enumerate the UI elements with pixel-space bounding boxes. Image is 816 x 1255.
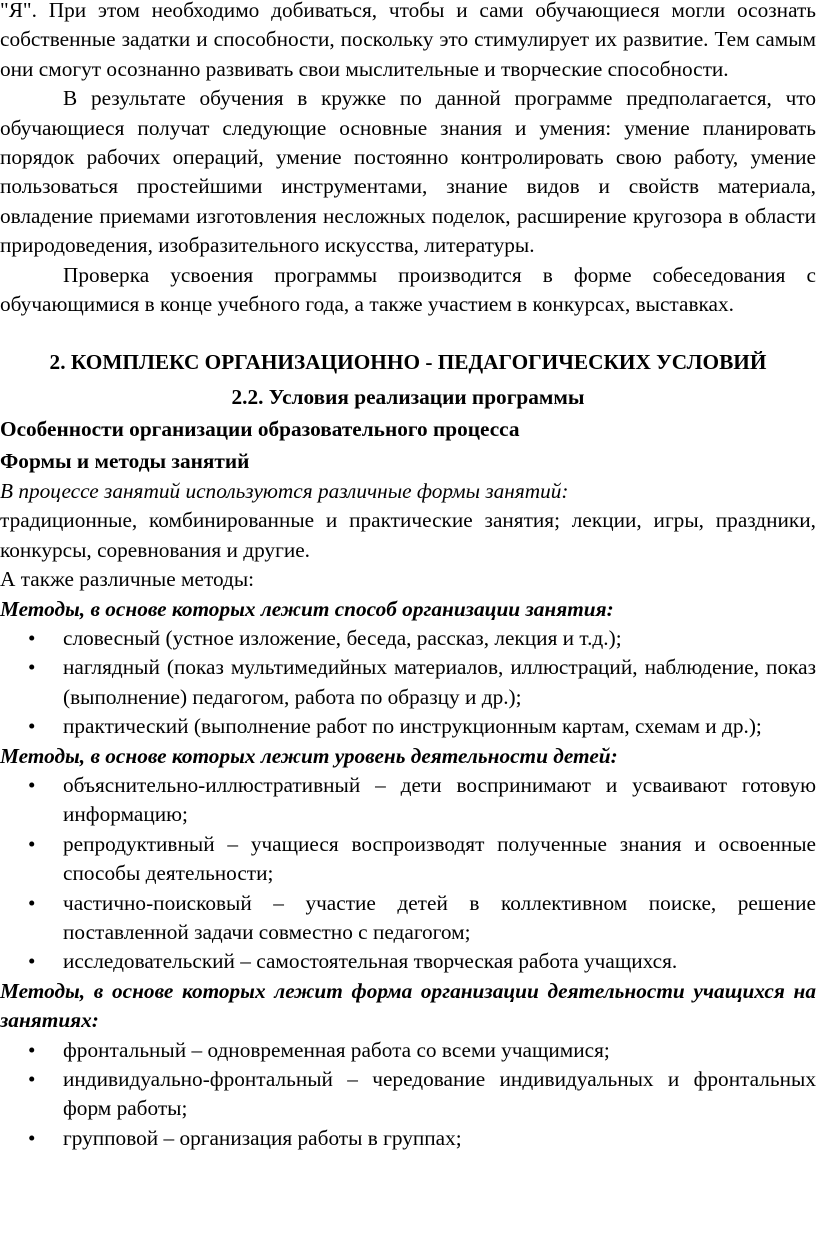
heading-forms-methods: Формы и методы занятий [0, 448, 250, 473]
bullet-icon: • [28, 831, 36, 856]
forms-text: традиционные, комбинированные и практические занятия; лекции, игры, праздники, конкурсы, соревнования и другие. [0, 508, 816, 562]
bullet-icon: • [28, 625, 36, 650]
bullet-icon: • [28, 772, 36, 797]
list-item: • частично-поисковый – участие детей в коллективном поиске, решение поставленной задачи совместно с педагогом; [28, 890, 816, 944]
list-item: • фронтальный – одновременная работа со всеми учащимися; [0, 1036, 816, 1065]
methods-list [0, 771, 816, 977]
methods-list [0, 624, 816, 742]
list-item: • индивидуально-фронтальный – чередование индивидуальных и фронтальных форм работы; [28, 1067, 816, 1121]
bullet-icon: • [28, 655, 36, 680]
bullet-icon: • [28, 949, 36, 974]
intro-paragraph-2: В результате обучения в кружке по данной программе предполагается, что обучающиеся получат следующие основные знания и умения: умение планировать порядок рабочих операций, умение постоянно контролировать свою работу, умение пользоваться простейшими инструментами, знание видов и свойств материала, овладение приемами изготовления несложных поделок, расширение кругозора в области природоведения, изобразительного искусства, литературы. [0, 86, 816, 258]
bullet-icon: • [28, 890, 36, 915]
methods-intro: А также различные методы: [0, 567, 255, 592]
methods-group-title: Методы, в основе которых лежит уровень деятельности детей: [0, 743, 618, 768]
list-item: • словесный (устное изложение, беседа, рассказ, лекция и т.д.); [0, 624, 816, 653]
list-item: • групповой – организация работы в группах; [0, 1124, 816, 1153]
intro-paragraph-3: Проверка усвоения программы производится в форме собеседования с обучающимися в конце учебного года, а также участием в конкурсах, выставках. [0, 262, 816, 317]
methods-group-title: Методы, в основе которых лежит форма организации деятельности учащихся на занятиях: [0, 978, 816, 1033]
bullet-icon: • [28, 714, 36, 739]
bullet-icon: • [28, 1067, 36, 1091]
heading-organization: Особенности организации образовательного процесса [0, 416, 520, 441]
intro-paragraph-1: "Я". При этом необходимо добиваться, чтобы и сами обучающиеся могли осознать собственные задатки и способности, поскольку это стимулирует их развитие. Тем самым они смогут осознанно развивать свои мыслительные и творческие способности. [0, 0, 816, 81]
list-item: • репродуктивный – учащиеся воспроизводят полученные знания и освоенные способы деятельности; [28, 831, 816, 886]
list-item: • исследовательский – самостоятельная творческая работа учащихся. [0, 947, 816, 976]
list-item: • наглядный (показ мультимедийных материалов, иллюстраций, наблюдение, показ (выполнение) педагогом, работа по образцу и др.); [28, 655, 816, 709]
forms-intro: В процессе занятий используются различные формы занятий: [0, 478, 569, 503]
methods-list [0, 1036, 816, 1154]
methods-group-title: Методы, в основе которых лежит способ организации занятия: [0, 596, 614, 621]
section-title: 2. КОМПЛЕКС ОРГАНИЗАЦИОННО - ПЕДАГОГИЧЕСКИХ УСЛОВИЙ [49, 350, 767, 375]
list-item: • практический (выполнение работ по инструкционным картам, схемам и др.); [0, 712, 816, 741]
bullet-icon: • [28, 1125, 36, 1150]
bullet-icon: • [28, 1037, 36, 1062]
list-item: • объяснительно-иллюстративный – дети воспринимают и усваивают готовую информацию; [28, 772, 816, 827]
spacer [0, 319, 816, 348]
section-subtitle: 2.2. Условия реализации программы [231, 384, 585, 409]
